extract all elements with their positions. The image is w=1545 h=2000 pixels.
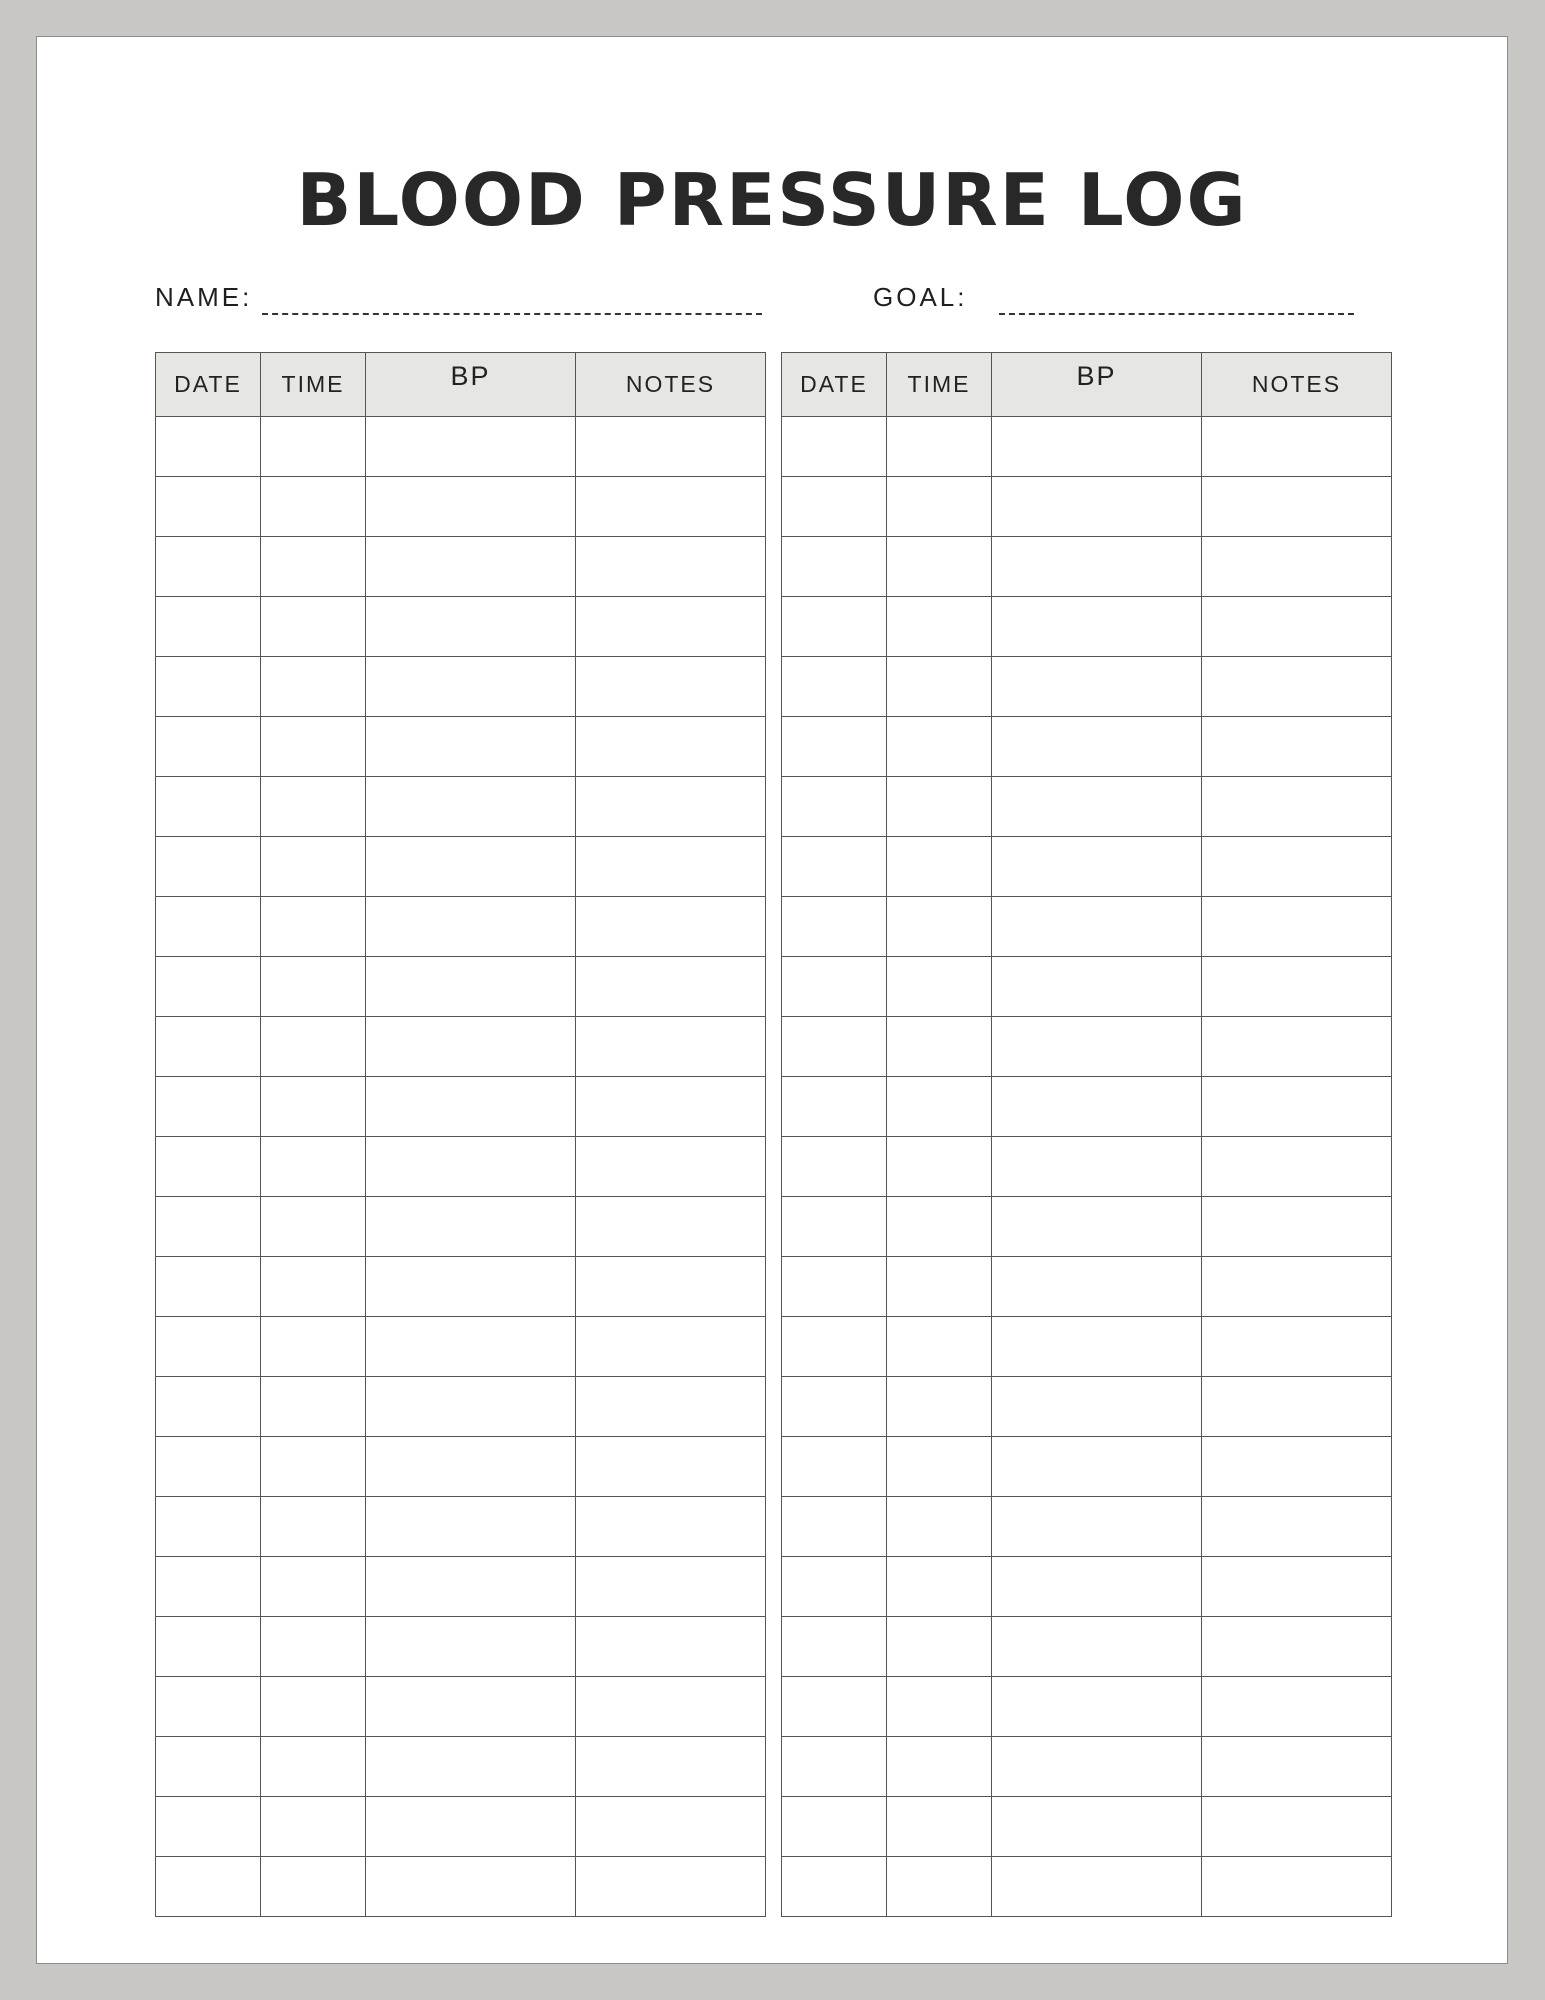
name-field[interactable] [262, 313, 762, 315]
bp-cell[interactable] [992, 1617, 1202, 1677]
table-row [782, 837, 1392, 897]
bp-cell[interactable] [366, 597, 576, 657]
date-cell[interactable] [782, 417, 887, 477]
notes-cell[interactable] [1202, 657, 1392, 717]
bp-cell[interactable] [992, 1197, 1202, 1257]
bp-cell[interactable] [992, 1257, 1202, 1317]
notes-cell[interactable] [1202, 1257, 1392, 1317]
table-row [156, 1257, 766, 1317]
notes-cell[interactable] [576, 717, 766, 777]
time-cell[interactable] [261, 657, 366, 717]
notes-cell[interactable] [576, 1377, 766, 1437]
notes-cell[interactable] [1202, 1077, 1392, 1137]
bp-cell[interactable] [992, 1677, 1202, 1737]
notes-cell[interactable] [1202, 957, 1392, 1017]
header-row [156, 353, 766, 417]
time-cell[interactable] [887, 537, 992, 597]
notes-cell[interactable] [1202, 837, 1392, 897]
date-cell[interactable] [156, 1557, 261, 1617]
table-row [156, 1857, 766, 1917]
time-cell[interactable] [887, 1017, 992, 1077]
bp-cell[interactable] [992, 1317, 1202, 1377]
time-cell[interactable] [887, 1497, 992, 1557]
date-cell[interactable] [156, 657, 261, 717]
date-cell[interactable] [782, 1557, 887, 1617]
date-cell[interactable] [156, 897, 261, 957]
date-cell[interactable] [156, 1437, 261, 1497]
bp-cell[interactable] [992, 417, 1202, 477]
date-cell[interactable] [782, 1497, 887, 1557]
table-row [156, 1377, 766, 1437]
time-cell[interactable] [261, 1317, 366, 1377]
table-row [156, 717, 766, 777]
date-cell[interactable] [156, 1617, 261, 1677]
table-row [156, 1557, 766, 1617]
column-header-bp: BP [992, 353, 1202, 417]
notes-cell[interactable] [1202, 537, 1392, 597]
date-cell[interactable] [782, 1197, 887, 1257]
time-cell[interactable] [887, 957, 992, 1017]
time-cell[interactable] [261, 957, 366, 1017]
time-cell[interactable] [261, 777, 366, 837]
bp-cell[interactable] [992, 1797, 1202, 1857]
bp-cell[interactable] [366, 837, 576, 897]
bp-cell[interactable] [366, 1377, 576, 1437]
table-row [782, 477, 1392, 537]
table-row [782, 1317, 1392, 1377]
date-cell[interactable] [156, 1377, 261, 1437]
header-row [782, 353, 1392, 417]
table-row [782, 1617, 1392, 1677]
table-row [156, 1077, 766, 1137]
time-cell[interactable] [261, 1017, 366, 1077]
time-cell[interactable] [887, 657, 992, 717]
time-cell[interactable] [887, 1137, 992, 1197]
notes-cell[interactable] [576, 1437, 766, 1497]
table-row [782, 1497, 1392, 1557]
notes-cell[interactable] [576, 417, 766, 477]
column-header-notes: NOTES [1202, 353, 1392, 417]
time-cell[interactable] [261, 1257, 366, 1317]
table-row [782, 657, 1392, 717]
notes-cell[interactable] [576, 777, 766, 837]
bp-cell[interactable] [366, 777, 576, 837]
bp-cell[interactable] [366, 1737, 576, 1797]
bp-cell[interactable] [992, 1857, 1202, 1917]
date-cell[interactable] [156, 1797, 261, 1857]
bp-cell[interactable] [366, 1017, 576, 1077]
notes-cell[interactable] [1202, 1017, 1392, 1077]
date-cell[interactable] [782, 1857, 887, 1917]
goal-field[interactable] [999, 313, 1354, 315]
table-row [782, 957, 1392, 1017]
notes-cell[interactable] [576, 1257, 766, 1317]
bp-cell[interactable] [366, 1317, 576, 1377]
date-cell[interactable] [156, 1857, 261, 1917]
table-row [156, 537, 766, 597]
time-cell[interactable] [261, 1197, 366, 1257]
table-row [782, 897, 1392, 957]
table-row [782, 1137, 1392, 1197]
date-cell[interactable] [782, 777, 887, 837]
time-cell[interactable] [261, 897, 366, 957]
notes-cell[interactable] [1202, 897, 1392, 957]
notes-cell[interactable] [1202, 1737, 1392, 1797]
page-title: BLOOD PRESSURE LOG [296, 158, 1248, 242]
notes-cell[interactable] [576, 1317, 766, 1377]
date-cell[interactable] [782, 537, 887, 597]
date-cell[interactable] [782, 717, 887, 777]
notes-cell[interactable] [1202, 717, 1392, 777]
table-row [156, 1437, 766, 1497]
table-row [782, 1737, 1392, 1797]
time-cell[interactable] [887, 1077, 992, 1137]
table-row [782, 597, 1392, 657]
table-row [782, 1017, 1392, 1077]
table-row [782, 1557, 1392, 1617]
time-cell[interactable] [887, 837, 992, 897]
date-cell[interactable] [782, 1617, 887, 1677]
date-cell[interactable] [782, 897, 887, 957]
notes-cell[interactable] [576, 1677, 766, 1737]
time-cell[interactable] [261, 1437, 366, 1497]
date-cell[interactable] [782, 657, 887, 717]
notes-cell[interactable] [1202, 1197, 1392, 1257]
bp-cell[interactable] [366, 897, 576, 957]
date-cell[interactable] [782, 1737, 887, 1797]
table-row [156, 777, 766, 837]
notes-cell[interactable] [1202, 597, 1392, 657]
time-cell[interactable] [261, 1857, 366, 1917]
time-cell[interactable] [887, 717, 992, 777]
date-cell[interactable] [782, 1437, 887, 1497]
bp-cell[interactable] [992, 657, 1202, 717]
notes-cell[interactable] [1202, 1677, 1392, 1737]
notes-cell[interactable] [576, 1137, 766, 1197]
date-cell[interactable] [782, 957, 887, 1017]
time-cell[interactable] [261, 537, 366, 597]
bp-cell[interactable] [366, 1617, 576, 1677]
notes-cell[interactable] [576, 1557, 766, 1617]
table-row [782, 537, 1392, 597]
bp-cell[interactable] [992, 1737, 1202, 1797]
time-cell[interactable] [887, 1317, 992, 1377]
time-cell[interactable] [887, 1737, 992, 1797]
notes-cell[interactable] [576, 597, 766, 657]
time-cell[interactable] [261, 1377, 366, 1437]
date-cell[interactable] [156, 777, 261, 837]
date-cell[interactable] [156, 957, 261, 1017]
notes-cell[interactable] [1202, 1557, 1392, 1617]
time-cell[interactable] [261, 1497, 366, 1557]
bp-cell[interactable] [992, 1137, 1202, 1197]
notes-cell[interactable] [1202, 477, 1392, 537]
date-cell[interactable] [156, 537, 261, 597]
date-cell[interactable] [782, 1797, 887, 1857]
table-row [782, 1197, 1392, 1257]
column-header-bp: BP [366, 353, 576, 417]
table-row [156, 1617, 766, 1677]
table-row [156, 1197, 766, 1257]
log-sheet [36, 36, 1508, 1964]
date-cell[interactable] [156, 417, 261, 477]
date-cell[interactable] [156, 477, 261, 537]
notes-cell[interactable] [576, 1017, 766, 1077]
date-cell[interactable] [156, 717, 261, 777]
table-row [782, 1797, 1392, 1857]
table-row [782, 1857, 1392, 1917]
table-row [156, 1017, 766, 1077]
bp-cell[interactable] [366, 1197, 576, 1257]
notes-cell[interactable] [1202, 1857, 1392, 1917]
time-cell[interactable] [887, 1437, 992, 1497]
date-cell[interactable] [156, 597, 261, 657]
table-row [156, 417, 766, 477]
bp-cell[interactable] [992, 1497, 1202, 1557]
time-cell[interactable] [261, 1557, 366, 1617]
time-cell[interactable] [887, 1377, 992, 1437]
time-cell[interactable] [887, 477, 992, 537]
bp-cell[interactable] [366, 1077, 576, 1137]
notes-cell[interactable] [1202, 777, 1392, 837]
time-cell[interactable] [887, 1677, 992, 1737]
table-row [782, 1077, 1392, 1137]
bp-cell[interactable] [366, 1437, 576, 1497]
time-cell[interactable] [261, 597, 366, 657]
bp-cell[interactable] [366, 1497, 576, 1557]
table-row [782, 1437, 1392, 1497]
date-cell[interactable] [782, 1077, 887, 1137]
time-cell[interactable] [261, 1737, 366, 1797]
date-cell[interactable] [156, 1137, 261, 1197]
notes-cell[interactable] [576, 477, 766, 537]
time-cell[interactable] [261, 1617, 366, 1677]
date-cell[interactable] [782, 837, 887, 897]
time-cell[interactable] [887, 1557, 992, 1617]
date-cell[interactable] [156, 1677, 261, 1737]
table-row [156, 1737, 766, 1797]
notes-cell[interactable] [576, 1857, 766, 1917]
bp-cell[interactable] [366, 1557, 576, 1617]
bp-cell[interactable] [366, 1857, 576, 1917]
notes-cell[interactable] [1202, 1617, 1392, 1677]
bp-cell[interactable] [992, 717, 1202, 777]
table-row [782, 777, 1392, 837]
table-row [782, 1377, 1392, 1437]
bp-cell[interactable] [366, 537, 576, 597]
table-row [782, 1257, 1392, 1317]
table-row [156, 957, 766, 1017]
bp-cell[interactable] [992, 1077, 1202, 1137]
bp-cell[interactable] [992, 477, 1202, 537]
notes-cell[interactable] [576, 1737, 766, 1797]
column-header-time: TIME [261, 353, 366, 417]
date-cell[interactable] [782, 477, 887, 537]
table-row [156, 1797, 766, 1857]
notes-cell[interactable] [576, 1797, 766, 1857]
table-row [156, 477, 766, 537]
bp-cell[interactable] [366, 417, 576, 477]
bp-cell[interactable] [992, 537, 1202, 597]
notes-cell[interactable] [1202, 1317, 1392, 1377]
log-rows [782, 417, 1392, 1917]
date-cell[interactable] [156, 1737, 261, 1797]
bp-cell[interactable] [992, 957, 1202, 1017]
bp-cell[interactable] [992, 897, 1202, 957]
notes-cell[interactable] [1202, 1437, 1392, 1497]
log-rows [156, 417, 766, 1917]
date-cell[interactable] [156, 1257, 261, 1317]
bp-cell[interactable] [992, 1017, 1202, 1077]
time-cell[interactable] [887, 1797, 992, 1857]
time-cell[interactable] [887, 417, 992, 477]
log-table-left [155, 352, 766, 1917]
time-cell[interactable] [261, 1677, 366, 1737]
log-table-right [781, 352, 1392, 1917]
table-row [156, 657, 766, 717]
time-cell[interactable] [887, 1257, 992, 1317]
notes-cell[interactable] [576, 837, 766, 897]
date-cell[interactable] [156, 1017, 261, 1077]
table-row [782, 417, 1392, 477]
date-cell[interactable] [782, 1317, 887, 1377]
notes-cell[interactable] [576, 657, 766, 717]
bp-cell[interactable] [992, 1377, 1202, 1437]
bp-cell[interactable] [366, 477, 576, 537]
time-cell[interactable] [887, 1617, 992, 1677]
notes-cell[interactable] [576, 537, 766, 597]
notes-cell[interactable] [1202, 1497, 1392, 1557]
table-row [156, 837, 766, 897]
time-cell[interactable] [261, 837, 366, 897]
notes-cell[interactable] [576, 1197, 766, 1257]
time-cell[interactable] [887, 1857, 992, 1917]
notes-cell[interactable] [1202, 417, 1392, 477]
date-cell[interactable] [782, 1377, 887, 1437]
date-cell[interactable] [782, 1137, 887, 1197]
bp-cell[interactable] [366, 957, 576, 1017]
table-row [156, 1677, 766, 1737]
time-cell[interactable] [887, 1197, 992, 1257]
time-cell[interactable] [261, 417, 366, 477]
time-cell[interactable] [261, 1077, 366, 1137]
goal-label: GOAL: [873, 282, 968, 312]
bp-cell[interactable] [992, 1437, 1202, 1497]
bp-cell[interactable] [366, 1677, 576, 1737]
time-cell[interactable] [261, 717, 366, 777]
date-cell[interactable] [156, 1497, 261, 1557]
date-cell[interactable] [782, 1677, 887, 1737]
table-row [782, 717, 1392, 777]
date-cell[interactable] [782, 597, 887, 657]
table-row [782, 1677, 1392, 1737]
bp-cell[interactable] [366, 657, 576, 717]
column-header-date: DATE [156, 353, 261, 417]
date-cell[interactable] [782, 1017, 887, 1077]
bp-cell[interactable] [366, 717, 576, 777]
table-row [156, 1137, 766, 1197]
bp-cell[interactable] [992, 837, 1202, 897]
time-cell[interactable] [261, 477, 366, 537]
bp-cell[interactable] [366, 1257, 576, 1317]
date-cell[interactable] [156, 1077, 261, 1137]
time-cell[interactable] [261, 1797, 366, 1857]
date-cell[interactable] [782, 1257, 887, 1317]
column-header-notes: NOTES [576, 353, 766, 417]
notes-cell[interactable] [576, 1497, 766, 1557]
bp-cell[interactable] [992, 597, 1202, 657]
table-row [156, 1317, 766, 1377]
time-cell[interactable] [887, 897, 992, 957]
bp-cell[interactable] [992, 777, 1202, 837]
date-cell[interactable] [156, 1317, 261, 1377]
date-cell[interactable] [156, 837, 261, 897]
column-header-time: TIME [887, 353, 992, 417]
notes-cell[interactable] [576, 1077, 766, 1137]
bp-cell[interactable] [366, 1137, 576, 1197]
notes-cell[interactable] [1202, 1137, 1392, 1197]
notes-cell[interactable] [576, 897, 766, 957]
table-row [156, 1497, 766, 1557]
bp-cell[interactable] [366, 1797, 576, 1857]
notes-cell[interactable] [576, 957, 766, 1017]
time-cell[interactable] [887, 777, 992, 837]
bp-cell[interactable] [992, 1557, 1202, 1617]
date-cell[interactable] [156, 1197, 261, 1257]
time-cell[interactable] [887, 597, 992, 657]
column-header-date: DATE [782, 353, 887, 417]
notes-cell[interactable] [1202, 1797, 1392, 1857]
notes-cell[interactable] [576, 1617, 766, 1677]
table-row [156, 597, 766, 657]
notes-cell[interactable] [1202, 1377, 1392, 1437]
table-row [156, 897, 766, 957]
time-cell[interactable] [261, 1137, 366, 1197]
name-label: NAME: [155, 282, 253, 312]
